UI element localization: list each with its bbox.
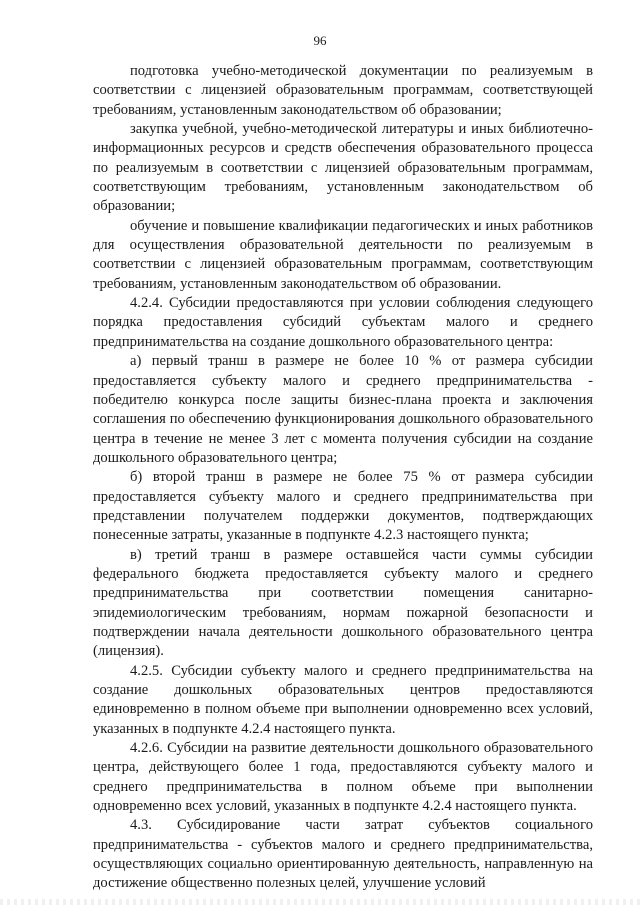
paragraph-first-tranche: а) первый транш в размере не более 10 % от размера субсидии предоставляется субъекту малого и среднего предпринимательства - победителю конкурса после защиты бизнес-плана проекта и заключения соглашения по обеспечению функционирования дошкольного образовательного центра в течение не менее 3 лет с момента получения субсидии на создание дошкольного образовательного центра; xyxy=(93,353,593,466)
page-number: 96 xyxy=(313,33,327,48)
paragraph-4-2-5: 4.2.5. Субсидии субъекту малого и среднего предпринимательства на создание дошкольных образовательных центров предоставляются единовременно в полном объеме при выполнении одновременно всех условий, указанных в подпункте 4.2.4 настоящего пункта. xyxy=(93,662,593,737)
paragraph-methodical-docs: подготовка учебно-методической документации по реализуемым в соответствии с лицензией образовательным программам, соответствующей требованиям, установленным законодательством об образовании; xyxy=(93,63,593,118)
paragraph-staff-training: обучение и повышение квалификации педагогических и иных работников для осуществления образовательной деятельности по реализуемым в соответствии с лицензией образовательным программам, соответствующим требованиям, установленным законодательством об образовании. xyxy=(93,217,593,292)
paragraph-second-tranche: б) второй транш в размере не более 75 % от размера субсидии предоставляется субъекту малого и среднего предпринимательства при представлении получателем поддержки документов, подтверждающих понесенные затраты, указанные в подпункте 4.2.3 настоящего пункта; xyxy=(93,469,593,544)
paragraph-4-2-4: 4.2.4. Субсидии предоставляются при условии соблюдения следующего порядка предоставления субсидий субъектам малого и среднего предпринимательства на создание дошкольного образовательного центра: xyxy=(93,295,593,350)
paragraph-4-2-6: 4.2.6. Субсидии на развитие деятельности дошкольного образовательного центра, действующего более 1 года, предоставляются субъекту малого и среднего предпринимательства в полном объеме при выполнении одновременно всех условий, указанных в подпункте 4.2.4 настоящего пункта. xyxy=(93,740,593,815)
paragraph-third-tranche: в) третий транш в размере оставшейся части суммы субсидии федерального бюджета предоставляется субъекту малого и среднего предпринимательства при соответствии помещения санитарно-эпидемиологическим требованиям, нормам пожарной безопасности и подтверждении начала деятельности дошкольного образовательного центра (лицензия). xyxy=(93,546,593,660)
scan-edge-artifact xyxy=(0,899,640,905)
paragraph-4-3: 4.3. Субсидирование части затрат субъектов социального предпринимательства - субъектов малого и среднего предпринимательства, осуществляющих социально ориентированную деятельность, направленную на достижение общественно полезных целей, улучшение условий xyxy=(93,817,593,892)
paragraph-literature-purchase: закупка учебной, учебно-методической литературы и иных библиотечно-информационных ресурсов и средств обеспечения образовательного процесса по реализуемым в соответствии с лицензией образовательным программам, соответствующим требованиям, установленным законодательством об образовании; xyxy=(93,121,593,215)
document-body xyxy=(93,62,593,894)
